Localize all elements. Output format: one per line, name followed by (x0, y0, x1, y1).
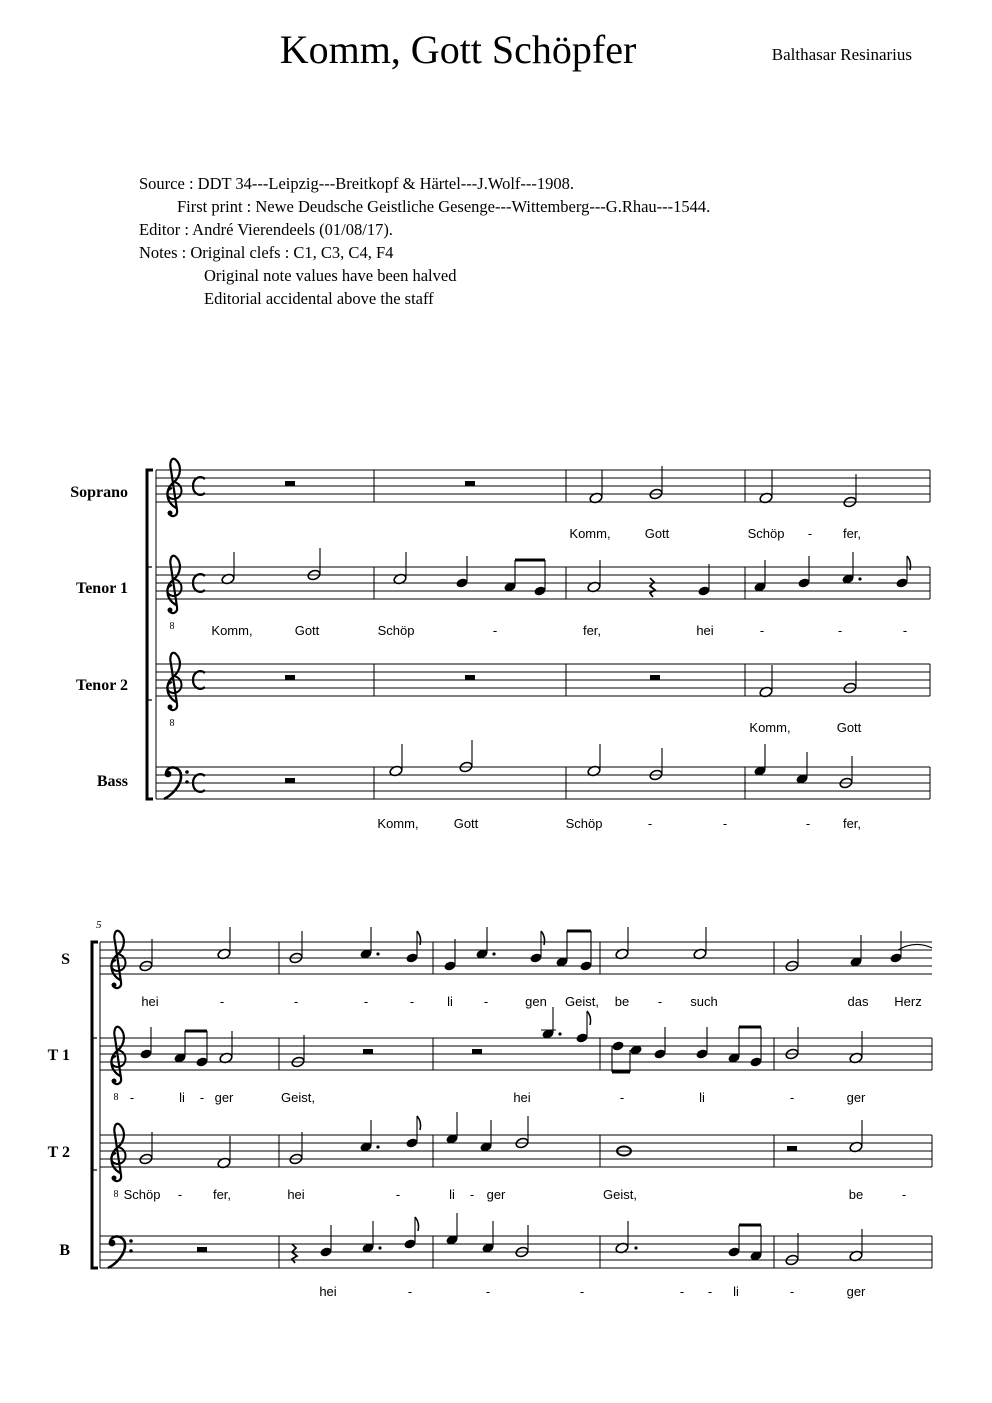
staff-label-tenor2: Tenor 2 (75, 677, 128, 694)
svg-text:be: be (848, 1187, 864, 1202)
svg-text:li: li (733, 1284, 739, 1299)
composer-name: Balthasar Resinarius (771, 45, 912, 64)
treble-clef-icon (167, 556, 181, 613)
t2-notes (139, 1112, 863, 1169)
lyrics-bass (377, 816, 861, 831)
staff-label-soprano: Soprano (70, 484, 128, 501)
note-values-line: Original note values have been halved (204, 266, 457, 285)
staff-soprano (156, 470, 930, 502)
svg-text:8: 8 (113, 1092, 119, 1103)
staff-label-s: S (61, 951, 70, 968)
svg-text:-: - (619, 1090, 625, 1105)
treble-clef-icon (111, 1124, 125, 1181)
first-print-line: First print : Newe Deudsche Geistliche Gesenge---Wittemberg---G.Rhau---1544. (177, 197, 711, 216)
svg-text:ger: ger (846, 1284, 866, 1299)
svg-text:hei: hei (319, 1284, 337, 1299)
svg-text:8: 8 (169, 718, 175, 729)
b-notes (197, 1213, 863, 1266)
svg-text:-: - (469, 1187, 475, 1202)
svg-text:-: - (707, 1284, 713, 1299)
svg-text:fer,: fer, (842, 526, 862, 541)
svg-text:-: - (492, 623, 498, 638)
svg-text:-: - (129, 1090, 135, 1105)
staff-bass (156, 767, 930, 799)
treble-clef-icon (111, 931, 125, 988)
svg-text:hei: hei (287, 1187, 305, 1202)
svg-text:Geist,: Geist, (565, 994, 599, 1009)
svg-text:ger: ger (214, 1090, 234, 1105)
svg-text:-: - (199, 1090, 205, 1105)
svg-text:Gott: Gott (836, 720, 862, 735)
staff-label-tenor1: Tenor 1 (75, 580, 128, 597)
svg-text:li: li (447, 994, 453, 1009)
svg-text:-: - (789, 1090, 795, 1105)
svg-text:li: li (449, 1187, 455, 1202)
lyrics-t2 (124, 1187, 907, 1202)
svg-text:-: - (293, 994, 299, 1009)
svg-text:li: li (699, 1090, 705, 1105)
svg-text:hei: hei (513, 1090, 531, 1105)
svg-text:hei: hei (696, 623, 714, 638)
staff-label-b: B (59, 1242, 70, 1259)
svg-text:Komm,: Komm, (749, 720, 791, 735)
svg-text:fer,: fer, (212, 1187, 232, 1202)
svg-text:Schöp: Schöp (377, 623, 415, 638)
svg-text:-: - (902, 623, 908, 638)
svg-text:-: - (485, 1284, 491, 1299)
svg-text:-: - (407, 1284, 413, 1299)
svg-text:Gott: Gott (453, 816, 479, 831)
svg-text:such: such (690, 994, 718, 1009)
svg-text:-: - (579, 1284, 585, 1299)
staff-label-t1: T 1 (47, 1047, 70, 1064)
page-title: Komm, Gott Schöpfer (279, 27, 637, 72)
measure-number: 5 (96, 919, 102, 931)
system-2 (48, 919, 932, 1299)
treble-clef-icon (167, 459, 181, 516)
treble-clef-icon (167, 653, 181, 710)
svg-text:be: be (614, 994, 630, 1009)
treble-clef-icon (111, 1027, 125, 1084)
svg-text:Gott: Gott (294, 623, 320, 638)
svg-text:gen: gen (525, 994, 547, 1009)
svg-text:-: - (409, 994, 415, 1009)
system-1 (70, 459, 930, 831)
svg-text:-: - (647, 816, 653, 831)
tenor-bracket (148, 567, 152, 700)
svg-text:das: das (847, 994, 869, 1009)
s-notes (139, 927, 932, 972)
svg-text:-: - (395, 1187, 401, 1202)
svg-text:ger: ger (486, 1187, 506, 1202)
svg-text:-: - (759, 623, 765, 638)
lyrics-soprano (569, 526, 861, 541)
svg-text:Komm,: Komm, (377, 816, 419, 831)
svg-text:8: 8 (169, 621, 175, 632)
staff-t2 (100, 1135, 932, 1167)
svg-text:Schöp: Schöp (123, 1187, 161, 1202)
svg-text:-: - (483, 994, 489, 1009)
svg-text:ger: ger (846, 1090, 866, 1105)
tenor-bracket (93, 1038, 97, 1170)
svg-text:fer,: fer, (582, 623, 602, 638)
svg-text:li: li (179, 1090, 185, 1105)
lyrics-b (319, 1284, 866, 1299)
svg-text:-: - (219, 994, 225, 1009)
svg-text:Gott: Gott (644, 526, 670, 541)
staff-tenor2 (156, 664, 930, 696)
bass-notes (285, 740, 853, 789)
svg-text:-: - (789, 1284, 795, 1299)
tenor2-notes (285, 661, 857, 698)
svg-text:-: - (837, 623, 843, 638)
staff-label-t2: T 2 (47, 1144, 70, 1161)
svg-text:hei: hei (141, 994, 159, 1009)
lyrics-tenor1 (211, 623, 907, 638)
staff-label-bass: Bass (96, 773, 128, 790)
svg-text:-: - (363, 994, 369, 1009)
svg-text:Komm,: Komm, (569, 526, 611, 541)
svg-text:Schöp: Schöp (565, 816, 603, 831)
source-line: Source : DDT 34---Leipzig---Breitkopf & Härtel---J.Wolf---1908. (139, 174, 575, 193)
lyrics-s (141, 994, 921, 1009)
svg-text:Geist,: Geist, (281, 1090, 315, 1105)
lyrics-t1 (130, 1090, 866, 1105)
svg-text:Schöp: Schöp (747, 526, 785, 541)
svg-text:-: - (805, 816, 811, 831)
svg-text:Herz: Herz (894, 994, 922, 1009)
editor-line: Editor : André Vierendeels (01/08/17). (139, 220, 393, 239)
svg-text:8: 8 (113, 1189, 119, 1200)
svg-text:fer,: fer, (842, 816, 862, 831)
lyrics-tenor2 (749, 720, 861, 735)
clefs-line: Notes : Original clefs : C1, C3, C4, F4 (139, 243, 394, 262)
staff-tenor1 (156, 567, 930, 599)
svg-text:Geist,: Geist, (603, 1187, 637, 1202)
accidentals-line: Editorial accidental above the staff (204, 289, 434, 308)
svg-text:-: - (679, 1284, 685, 1299)
svg-text:-: - (657, 994, 663, 1009)
svg-text:-: - (177, 1187, 183, 1202)
svg-text:-: - (807, 526, 813, 541)
svg-text:Komm,: Komm, (211, 623, 253, 638)
svg-text:-: - (901, 1187, 907, 1202)
svg-text:-: - (722, 816, 728, 831)
